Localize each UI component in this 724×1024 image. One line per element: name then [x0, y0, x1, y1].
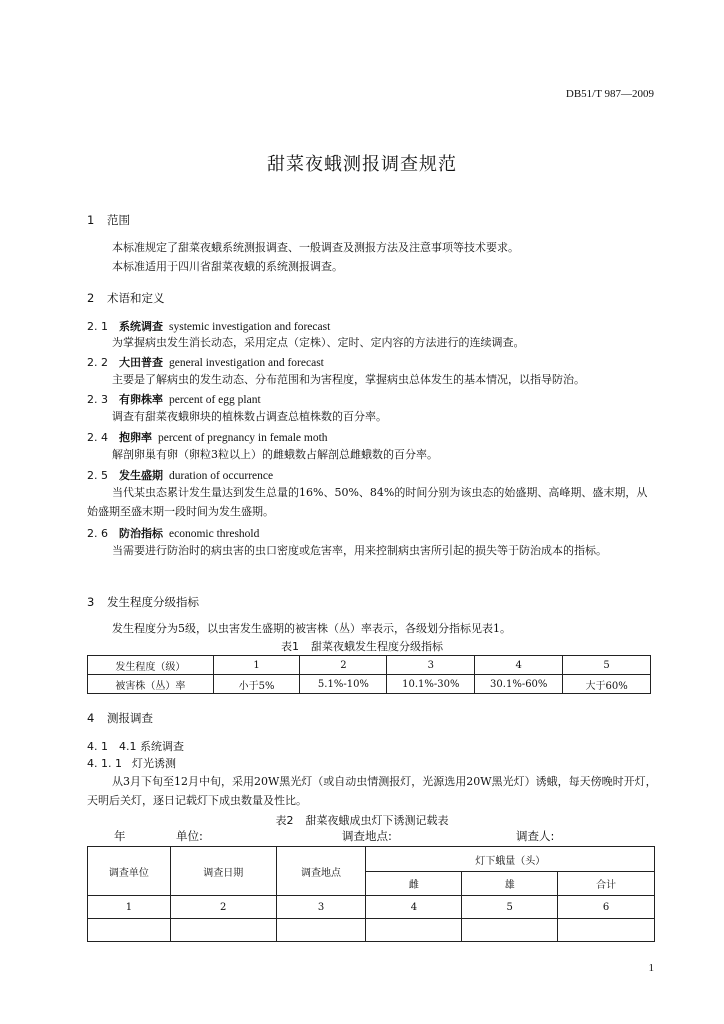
term-number: 2. 1: [87, 320, 108, 333]
table-cell: 5.1%-10%: [300, 675, 387, 694]
field-year: 年: [114, 829, 126, 843]
term-2-2-definition: 主要是了解病虫的发生动态、分布范围和为害程度，掌握病虫总体发生的基本情况，以指导防治。: [112, 373, 585, 386]
term-2-3-heading: [87, 391, 261, 407]
term-name: 防治指标: [119, 527, 163, 540]
term-number: 2. 3: [87, 393, 108, 406]
table-cell: 1: [213, 656, 300, 675]
table-label: 表2: [275, 814, 294, 827]
document-title: 甜菜夜蛾测报调查规范: [267, 154, 457, 175]
table-cell: [88, 919, 171, 942]
term-name: 发生盛期: [119, 469, 163, 482]
term-name: 系统调查: [119, 320, 163, 333]
header-moth-count: 灯下蛾量（头）: [366, 847, 655, 872]
table-row: [88, 656, 651, 675]
section-number: 4: [87, 711, 95, 725]
header-male: 雄: [462, 872, 558, 896]
section-3-heading: [87, 594, 199, 610]
section-4-heading: [87, 710, 153, 726]
table-cell: [462, 919, 558, 942]
subsection-title: 灯光诱测: [132, 757, 176, 770]
table-cell: [366, 919, 462, 942]
section-title: 术语和定义: [107, 291, 165, 305]
table-cell: 5: [563, 656, 651, 675]
subsection-title: 4.1 系统调查: [119, 740, 184, 753]
table-row: [88, 919, 655, 942]
table-cell: 3: [276, 896, 366, 919]
table-cell: 10.1%-30%: [387, 675, 475, 694]
term-2-3-definition: 调查有甜菜夜蛾卵块的植株数占调查总植株数的百分率。: [112, 410, 387, 423]
table-2: [87, 846, 655, 942]
subsection-4-1-1-heading: [87, 755, 182, 771]
table-cell: [558, 919, 655, 942]
term-english: systemic investigation and forecast: [169, 321, 331, 333]
table-cell: 发生程度（级）: [88, 656, 214, 675]
table-1: [87, 655, 651, 694]
table-cell: 小于5%: [213, 675, 300, 694]
section-number: 3: [87, 595, 95, 609]
table-cell: [276, 919, 366, 942]
standard-number: DB51/T 987—2009: [565, 88, 654, 100]
table-caption-text: 甜菜夜蛾发生程度分级指标: [311, 640, 443, 653]
table-label: 表1: [281, 640, 299, 653]
term-english: duration of occurrence: [169, 470, 274, 482]
term-name: 大田普查: [119, 356, 163, 369]
table-row: [88, 675, 651, 694]
table-cell: [170, 919, 276, 942]
term-2-5-definition: 当代某虫态累计发生量达到发生总量的16%、50%、84%的时间分别为该虫态的始盛期、高峰期、盛末期，从始盛期至盛末期一段时间为发生盛期。: [87, 486, 648, 518]
section-2-heading: [87, 290, 165, 306]
table-cell: 被害株（丛）率: [88, 675, 214, 694]
term-english: general investigation and forecast: [169, 357, 324, 369]
table-cell: 6: [558, 896, 655, 919]
table-2-caption: [0, 812, 724, 828]
header-survey-date: 调查日期: [170, 847, 276, 896]
term-english: percent of pregnancy in female moth: [158, 432, 328, 444]
field-place: 调查地点:: [342, 829, 392, 843]
section-1-paragraph-2: 本标准适用于四川省甜菜夜蛾的系统测报调查。: [112, 260, 343, 273]
term-2-6-definition: 当需要进行防治时的病虫害的虫口密度或危害率，用来控制病虫害所引起的损失等于防治成本的指标。: [112, 544, 607, 557]
table-cell: 1: [88, 896, 171, 919]
section-number: 2: [87, 291, 95, 305]
table-cell: 5: [462, 896, 558, 919]
term-2-1-definition: 为掌握病虫发生消长动态，采用定点（定株）、定时、定内容的方法进行的连续调查。: [112, 336, 525, 349]
subsection-4-1-1-paragraph: 从3月下旬至12月中旬，采用20W黑光灯（或自动虫情测报灯，光源选用20W黑光灯）诱蛾，每天傍晚时开灯，天明后关灯，逐日记载灯下成虫数量及性比。: [87, 775, 657, 807]
term-number: 2. 2: [87, 356, 108, 369]
subsection-number: 4. 1: [87, 740, 108, 753]
table-cell: 4: [366, 896, 462, 919]
header-total: 合计: [558, 872, 655, 896]
table-cell: 2: [300, 656, 387, 675]
table-cell: 30.1%-60%: [475, 675, 563, 694]
term-name: 有卵株率: [119, 393, 163, 406]
table-cell: 3: [387, 656, 475, 675]
page-number: 1: [648, 962, 654, 974]
header-female: 雌: [366, 872, 462, 896]
section-number: 1: [87, 213, 95, 227]
table-cell: 2: [170, 896, 276, 919]
table-cell: 大于60%: [563, 675, 651, 694]
section-1-heading: [87, 212, 130, 228]
term-name: 抱卵率: [119, 431, 152, 444]
section-title: 范围: [107, 213, 130, 227]
term-2-4-heading: [87, 429, 328, 445]
term-number: 2. 6: [87, 527, 108, 540]
table-cell: 4: [475, 656, 563, 675]
table-caption-text: 甜菜夜蛾成虫灯下诱测记载表: [305, 814, 449, 827]
term-2-5-heading: [87, 467, 273, 483]
field-unit: 单位:: [176, 829, 203, 843]
term-english: economic threshold: [169, 528, 260, 540]
term-2-1-heading: [87, 318, 330, 334]
table-header-row: [88, 847, 655, 872]
section-title: 发生程度分级指标: [107, 595, 199, 609]
table-1-caption: [0, 638, 724, 654]
field-person: 调查人:: [516, 829, 555, 843]
section-title: 测报调查: [107, 711, 153, 725]
header-survey-place: 调查地点: [276, 847, 366, 896]
section-1-paragraph-1: 本标准规定了甜菜夜蛾系统测报调查、一般调查及测报方法及注意事项等技术要求。: [112, 241, 519, 254]
header-survey-unit: 调查单位: [88, 847, 171, 896]
term-2-6-heading: [87, 525, 259, 541]
term-2-4-definition: 解剖卵巢有卵（卵粒3粒以上）的雌蛾数占解剖总雌蛾数的百分率。: [112, 448, 438, 461]
term-english: percent of egg plant: [169, 394, 261, 406]
subsection-number: 4. 1. 1: [87, 757, 122, 770]
table-row: [88, 896, 655, 919]
subsection-4-1-heading: [87, 738, 190, 754]
section-3-paragraph: 发生程度分为5级，以虫害发生盛期的被害株（丛）率表示，各级划分指标见表1。: [112, 622, 511, 635]
term-2-2-heading: [87, 354, 324, 370]
term-number: 2. 5: [87, 469, 108, 482]
term-number: 2. 4: [87, 431, 108, 444]
